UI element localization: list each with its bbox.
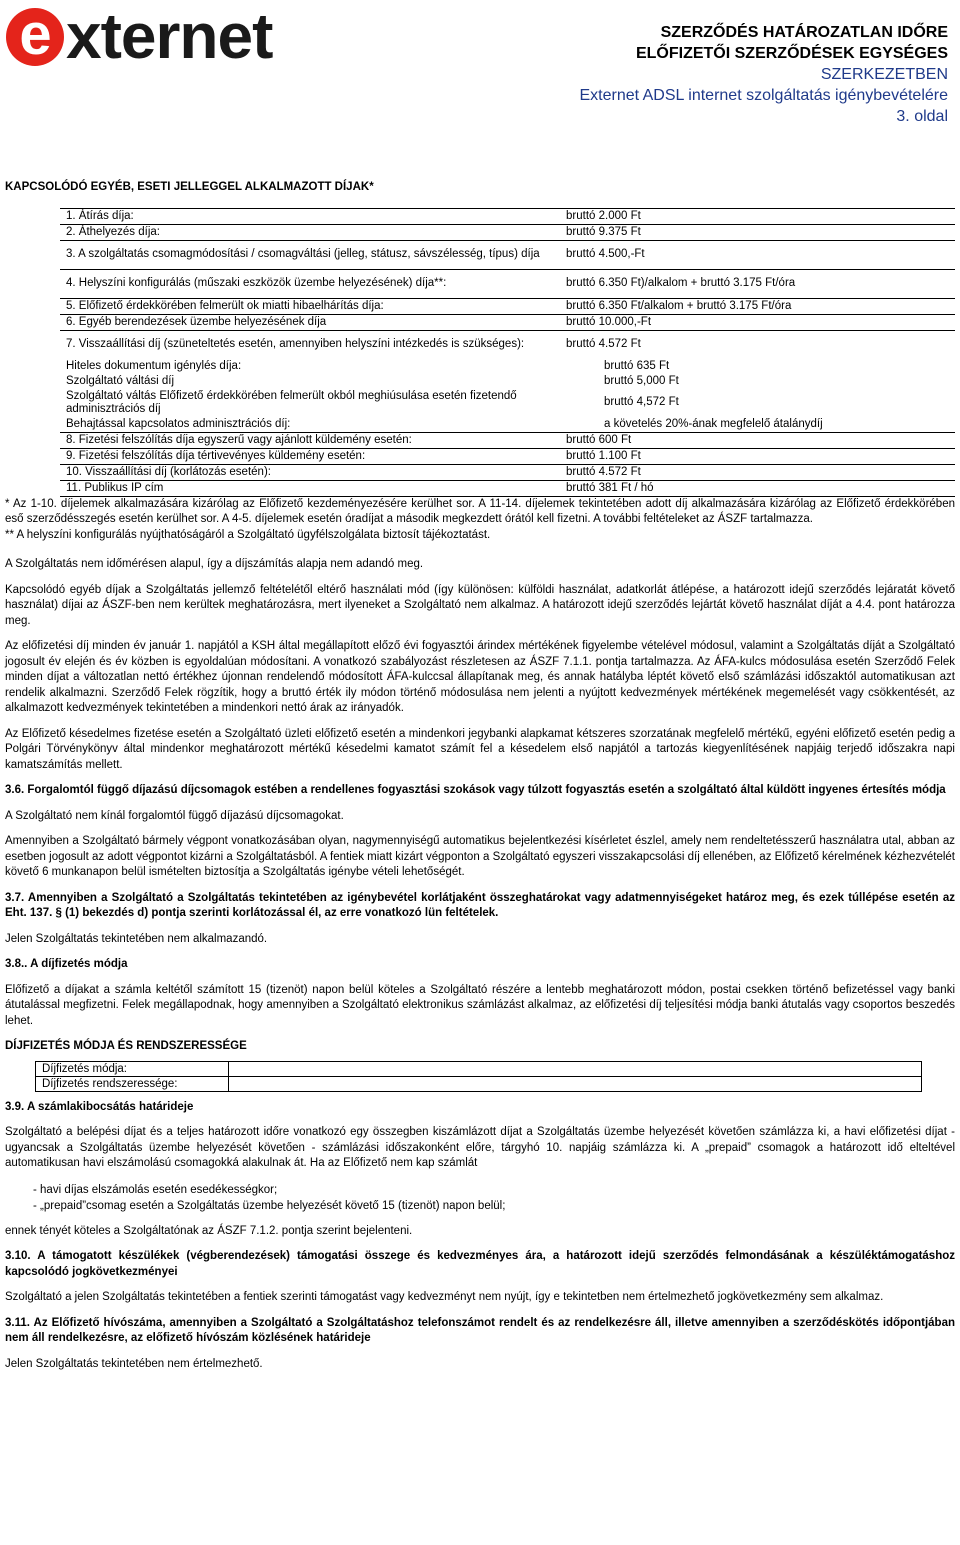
header-title-3: SZERKEZETBEN xyxy=(820,66,948,83)
form-row xyxy=(36,1076,922,1091)
fee-row xyxy=(60,314,955,330)
fee-value: bruttó 9.375 Ft xyxy=(560,224,955,240)
paragraph: Szolgáltató a belépési díjat és a teljes határozott időre vonatkozó egy összegben kiszámlázott díjat a Szolgáltatás üzembe helyezését követően számlázza ki, a havi előfizetési díjat - ugyancsak a Szolgáltatás üzembe helyezését követően - számlázási időszakonként előre, tárgyhó 10. napjáig számlázza ki. A „prepaid” csomagok a határozott idő elteltével automatikusan havi elszámolású csomagokká alakulnak át. Ha az Előfizető nem kap számlát xyxy=(5,1126,955,1169)
fees-table xyxy=(60,208,955,359)
fee-value: bruttó 1.100 Ft xyxy=(560,448,955,464)
paragraph: A Szolgáltatás nem időmérésen alapul, így a díjszámítás alapja nem adandó meg. xyxy=(5,558,424,570)
extra-fee-row xyxy=(60,389,955,417)
fee-label: 11. Publikus IP cím xyxy=(60,480,560,496)
extra-fee-value: bruttó 635 Ft xyxy=(604,359,670,372)
externet-logo xyxy=(6,0,366,72)
paragraph: Szolgáltató a jelen Szolgáltatás tekintetében a fentiek szerinti támogatást vagy kedvezményt nem nyújt, így e tekintetben nem értelmezhető jogkövetkezmény sem alkalmaz. xyxy=(5,1291,884,1303)
paragraph: Jelen Szolgáltatás tekintetében nem értelmezhető. xyxy=(5,1357,263,1370)
list-item: - „prepaid”csomag esetén a Szolgáltatás üzembe helyezését követő 15 (tizenöt) napon belül; xyxy=(33,1199,506,1212)
section-3-6-heading: 3.6. Forgalomtól függő díjazású díjcsomagok estében a rendellenes fogyasztási szokások vagy túlzott fogyasztás esetén a szolgáltató által küldött ingyenes értesítés módja xyxy=(5,784,946,796)
extra-fee-value: a követelés 20%-ának megfelelő átalánydíj xyxy=(604,417,823,430)
fee-label: 10. Visszaállítási díj (korlátozás esetén): xyxy=(60,464,560,480)
form-label: Díjfizetés módja: xyxy=(36,1061,229,1076)
paragraph: Kapcsolódó egyéb díjak a Szolgáltatás jellemző feltételétől eltérő használati mód (így különösen: külföldi használat, adatkorlát átlépése, a határozott idejű szerződés lejáratát követő használat) díjai az ÁSZF-ben nem kerültek meghatározásra, mert ilyeneket a Szolgáltató nem alkalmaz. A határozott idejű szerződés lejártát követő használat díját a 4.4. pont határozza meg. xyxy=(5,583,955,627)
section-3-9-heading: 3.9. A számlakibocsátás határideje xyxy=(5,1100,194,1113)
fee-value: bruttó 6.350 Ft)/alkalom + bruttó 3.175 Ft/óra xyxy=(560,269,955,298)
extra-fee-row xyxy=(60,374,955,389)
fee-row xyxy=(60,330,955,359)
paragraph: ennek tényét köteles a Szolgáltatónak az ÁSZF 7.1.2. pontja szerint bejelenteni. xyxy=(5,1224,413,1237)
logo-e-mark: e xyxy=(6,8,64,66)
fee-label: 9. Fizetési felszólítás díja tértivevényes küldemény esetén: xyxy=(60,448,560,464)
fee-row xyxy=(60,224,955,240)
fee-value: bruttó 4.500,-Ft xyxy=(560,240,955,269)
payment-form-table xyxy=(35,1061,922,1092)
extra-fee-value: bruttó 5,000 Ft xyxy=(604,374,679,387)
footnote-2: ** A helyszíni konfigurálás nyújthatóságáról a Szolgáltató ügyfélszolgálata biztosít tájékoztatást. xyxy=(5,528,491,541)
fee-row xyxy=(60,298,955,314)
header-subtitle: Externet ADSL internet szolgáltatás igénybevételére xyxy=(579,87,948,104)
fee-label: 8. Fizetési felszólítás díja egyszerű vagy ajánlott küldemény esetén: xyxy=(60,432,560,448)
fee-value: bruttó 6.350 Ft/alkalom + bruttó 3.175 Ft/óra xyxy=(560,298,955,314)
fee-label: 6. Egyéb berendezések üzembe helyezésének díja xyxy=(60,314,560,330)
payment-form-title: DÍJFIZETÉS MÓDJA ÉS RENDSZERESSÉGE xyxy=(5,1040,247,1052)
paragraph: Az előfizetési díj minden év január 1. napjától a KSH által megállapított előző évi fogyasztói árindex mértékének figyelembe vételével módosul, valamint a Szolgáltatás díját a Szolgáltató jogosult év elején és év közben is egyoldalúan módosítani. A vonatkozó szabályozást részletesen az ÁSZF 7.1.1. pontja tartalmazza. Az ÁFA-kulcs módosulása esetén Szerződő Felek minden díjat a változatlan nettó értékhez újonnan rendelendő módosított ÁFA-kulccsal állapítanak meg, és annak hatályba léptét követő első számlázási időszaktól automatikusan azt rendelik alkalmazni. Szerződő Felek rögzítik, hogy a bruttó érték ily módon történő módosulása nem jelenti a nyújtott kedvezmények mértékének megemelését vagy csökkentését, az alkalmazott kedvezmények tekintetében a mindenkori nettó árak az irányadók. xyxy=(5,640,955,714)
extra-fee-label: Behajtással kapcsolatos adminisztrációs díj: xyxy=(66,417,291,430)
fee-label: 7. Visszaállítási díj (szüneteltetés esetén, amennyiben helyszíni intézkedés is szükséges): xyxy=(60,330,560,359)
fee-label: 3. A szolgáltatás csomagmódosítási / csomagváltási (jelleg, státusz, sávszélesség, típus) díja xyxy=(60,240,560,269)
extra-fee-label: Szolgáltató váltás Előfizető érdekkörében felmerült okból meghiúsulása esetén fizetendő adminisztrációs díj xyxy=(66,389,517,415)
fee-value: bruttó 10.000,-Ft xyxy=(560,314,955,330)
footnote-1: * Az 1-10. díjelemek alkalmazására kizárólag az Előfizető kezdeményezésére kerülhet sor. A 11-14. díjelemek tekintetében adott díj alkalmazására kizárólag az Előfizető érdekkörében eső szerződésszegés esetén kerülhet sor. A 4-5. díjelemek esetén óradíjat a második megkezdett órától kell fizetni. A további feltételeket az ÁSZF tartalmazza. xyxy=(5,497,955,525)
fees-table-2 xyxy=(60,432,955,497)
fees-section-title: KAPCSOLÓDÓ EGYÉB, ESETI JELLEGGEL ALKALMAZOTT DÍJAK* xyxy=(5,181,374,193)
extra-fee-value: bruttó 4,572 Ft xyxy=(604,396,679,408)
section-3-11-heading: 3.11. Az Előfizető hívószáma, amennyiben a Szolgáltató a Szolgáltatáshoz telefonszámot rendelt és az rendelkezésre áll, illetve amennyiben a szerződéskötés időpontjában nem áll rendelkezésre, az előfizető hívószám közlésének határideje xyxy=(5,1316,955,1344)
extra-fees-table xyxy=(60,359,955,432)
extra-fee-label: Szolgáltató váltási díj xyxy=(66,374,175,387)
fee-label: 1. Átírás díja: xyxy=(60,208,560,224)
fee-row xyxy=(60,240,955,269)
paragraph: Amennyiben a Szolgáltató bármely végpont vonatkozásában olyan, nagymennyiségű automatikus bejelentkezési kísérletet észlel, amely nem rendeltetésszerű használatra utal, abban az esetben jogosult az adott végpontot kizárni a Szolgáltatásból. A fentiek miatt kizárt végponton a Szolgáltató egyszeri visszakapcsolási díj ellenében, az Előfizető kérelmének kézhezvételét követő 6 munkanapon belül ismételten biztosítja a Szolgáltatás igénybe vételi lehetőségét. xyxy=(5,835,955,878)
fee-label: 4. Helyszíni konfigurálás (műszaki eszközök üzembe helyezésének) díja**: xyxy=(60,269,560,298)
extra-fee-label: Hiteles dokumentum igénylés díja: xyxy=(66,359,242,372)
form-value xyxy=(229,1061,922,1076)
fee-row xyxy=(60,480,955,496)
paragraph: A Szolgáltató nem kínál forgalomtól függő díjazású díjcsomagokat. xyxy=(5,809,344,822)
logo-wordmark: xternet xyxy=(66,0,273,72)
list-item: - havi díjas elszámolás esetén esedékességkor; xyxy=(33,1183,278,1196)
form-row xyxy=(36,1061,922,1076)
document-body xyxy=(5,180,955,1382)
header-page-number: 3. oldal xyxy=(896,108,948,125)
fee-row xyxy=(60,464,955,480)
fee-value: bruttó 4.572 Ft xyxy=(560,464,955,480)
fee-label: 2. Áthelyezés díja: xyxy=(60,224,560,240)
extra-fee-row xyxy=(60,417,955,432)
paragraph: Előfizető a díjakat a számla keltétől számított 15 (tizenöt) napon belül köteles a Szolgáltató részére a lentebb meghatározott módon, postai csekken történő befizetéssel vagy banki átutalással megfizetni. Felek megállapodnak, hogy amennyiben a Szolgáltató elektronikus számlázást alkalmaz, az előfizetési díj teljesítési módja banki átutalás vagy csoportos beszedés lehet. xyxy=(5,983,955,1027)
fee-row xyxy=(60,269,955,298)
billing-list xyxy=(33,1182,955,1214)
header-title-2: ELŐFIZETŐI SZERZŐDÉSEK EGYSÉGES xyxy=(635,45,948,62)
document-header xyxy=(428,22,948,127)
section-3-10-heading: 3.10. A támogatott készülékek (végberendezések) támogatási összege és kedvezményes ára, a határozott idejű szerződés felmondásának a készüléktámogatáshoz kapcsolódó jogkövetkezményei xyxy=(5,1250,955,1278)
extra-fee-row xyxy=(60,359,955,374)
fee-value: bruttó 381 Ft / hó xyxy=(560,480,955,496)
section-3-7-heading: 3.7. Amennyiben a Szolgáltató a Szolgáltatás tekintetében az igénybevétel korlátjaként összeghatárokat vagy adatmennyiségeket határoz meg, és ezek túllépése esetén az Eht. 137. § (1) bekezdés d) pontja szerinti korlátozással él, az erre vonatkozó lün feltételek. xyxy=(5,891,955,919)
fee-label: 5. Előfizető érdekkörében felmerült ok miatti hibaelhárítás díja: xyxy=(60,298,560,314)
fee-value: bruttó 600 Ft xyxy=(560,432,955,448)
form-label: Díjfizetés rendszeressége: xyxy=(36,1076,229,1091)
fee-row xyxy=(60,432,955,448)
header-title-1: SZERZŐDÉS HATÁROZATLAN IDŐRE xyxy=(660,24,948,41)
paragraph: Jelen Szolgáltatás tekintetében nem alkalmazandó. xyxy=(5,932,268,945)
fee-value: bruttó 4.572 Ft xyxy=(560,330,955,359)
paragraph: Az Előfizető késedelmes fizetése esetén a Szolgáltató üzleti előfizető esetén a mindenkori jegybanki alapkamat kétszeres szorzatának megfelelő mértékű, egyéni előfizető esetén pedig a Polgári Törvénykönyv által mindenkor meghatározott mértékű késedelmi kamatot számít fel a késedelem első napjától a tartozás kiegyenlítésének napjáig terjedő időszakra napi kamatszámítás mellett. xyxy=(5,727,955,771)
fee-row xyxy=(60,448,955,464)
fee-row xyxy=(60,208,955,224)
form-value xyxy=(229,1076,922,1091)
fee-value: bruttó 2.000 Ft xyxy=(560,208,955,224)
section-3-8-heading: 3.8.. A díjfizetés módja xyxy=(5,958,128,970)
